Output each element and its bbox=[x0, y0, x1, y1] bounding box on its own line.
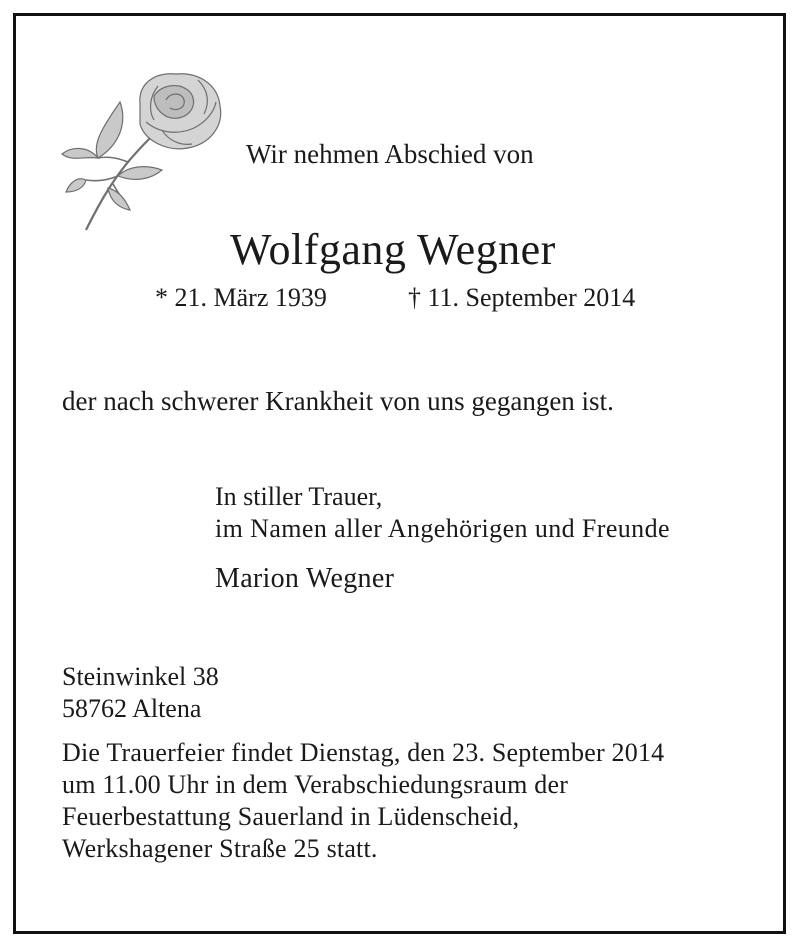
death-date: † 11. September 2014 bbox=[408, 283, 636, 312]
birth-date: * 21. März 1939 bbox=[155, 283, 327, 312]
intro-text: Wir nehmen Abschied von bbox=[246, 139, 534, 169]
funeral-line: um 11.00 Uhr in dem Verabschiedungsraum der bbox=[62, 770, 569, 799]
deceased-name: Wolfgang Wegner bbox=[230, 225, 556, 274]
funeral-line: Werkshagener Straße 25 statt. bbox=[62, 834, 378, 863]
funeral-line: Die Trauerfeier findet Dienstag, den 23. September 2014 bbox=[62, 738, 665, 767]
signature-name: Marion Wegner bbox=[215, 563, 395, 594]
notice-text: der nach schwerer Krankheit von uns gegangen ist. bbox=[62, 386, 614, 416]
mourners-line-1: In stiller Trauer, bbox=[215, 482, 383, 511]
mourners-line-2: im Namen aller Angehörigen und Freunde bbox=[215, 514, 670, 543]
funeral-line: Feuerbestattung Sauerland in Lüdenscheid, bbox=[62, 802, 520, 831]
address-street: Steinwinkel 38 bbox=[62, 662, 219, 691]
address-city: 58762 Altena bbox=[62, 694, 202, 723]
rose-icon bbox=[58, 66, 233, 236]
